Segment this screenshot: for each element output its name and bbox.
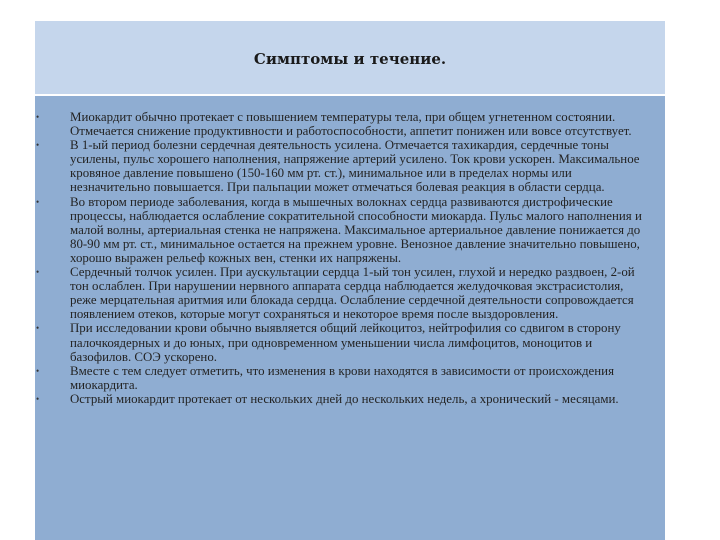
list-item bbox=[35, 138, 665, 194]
list-item bbox=[35, 265, 665, 321]
bullet-icon: • bbox=[36, 365, 40, 376]
bullet-icon: • bbox=[36, 196, 40, 207]
list-item bbox=[35, 110, 665, 138]
list-item bbox=[35, 364, 665, 392]
bullet-icon: • bbox=[36, 112, 40, 122]
list-item-text: Во втором периоде заболевания, когда в мышечных волокнах сердца развиваются дистрофические процессы, наблюдается ослабление сократительной способности миокарда. Пульс малого наполнения и малой волны, артериальная стенка не напряжена. Максимальное артериальное давление понижается до 80-90 мм рт. ст., минимальное остается на прежнем уровне. Венозное давление значительно повышено, хорошо выражен рельеф кожных вен, стенки их напряжены. bbox=[70, 194, 642, 265]
title-box bbox=[35, 21, 665, 94]
list-item-text: При исследовании крови обычно выявляется общий лейкоцитоз, нейтрофилия со сдвигом в сторону палочкоядерных и до юных, при одновременном уменьшении числа лимфоцитов, моноцитов и базофилов. СОЭ ускорено. bbox=[70, 321, 621, 364]
bullet-icon: • bbox=[36, 140, 40, 151]
list-item-text: Острый миокардит протекает от нескольких дней до нескольких недель, а хронический - месяцами. bbox=[70, 391, 619, 406]
list-item-text: В 1-ый период болезни сердечная деятельность усилена. Отмечается тахикардия, сердечные тоны усилены, пульс хорошего наполнения, напряжение артерий усилено. Ток крови ускорен. Максимальное кровяное давление повышено (150-160 мм рт. ст.), минимальное или в пределах нормы или незначительно повышается. При пальпации может отмечаться болевая реакция в области сердца. bbox=[70, 138, 640, 195]
bullet-list bbox=[35, 110, 665, 406]
list-item bbox=[35, 195, 665, 265]
bullet-icon: • bbox=[36, 323, 40, 334]
slide-title: Симптомы и течение. bbox=[253, 50, 447, 68]
list-item-text: Сердечный толчок усилен. При аускультации сердца 1-ый тон усилен, глухой и нередко раздвоен, 2-ой тон ослаблен. При нарушении нервного аппарата сердца наблюдается желудочковая экстрасистолия, реже мерцательная аритмия или блокада сердца. Ослабление сердечной деятельности сопровождается появлением отеков, которые могут сохраняться и некоторое время после выздоровления. bbox=[70, 265, 635, 322]
content-box bbox=[35, 96, 665, 540]
list-item-text: Миокардит обычно протекает с повышением температуры тела, при общем угнетенном состоянии. Отмечается снижение продуктивности и работоспособности, аппетит понижен или вовсе отсутствует. bbox=[70, 110, 632, 139]
list-item bbox=[35, 321, 665, 363]
list-item-text: Вместе с тем следует отметить, что изменения в крови находятся в зависимости от происхождения миокардита. bbox=[70, 363, 614, 392]
list-item bbox=[35, 392, 665, 406]
bullet-icon: • bbox=[36, 267, 40, 278]
bullet-icon: • bbox=[36, 393, 40, 404]
